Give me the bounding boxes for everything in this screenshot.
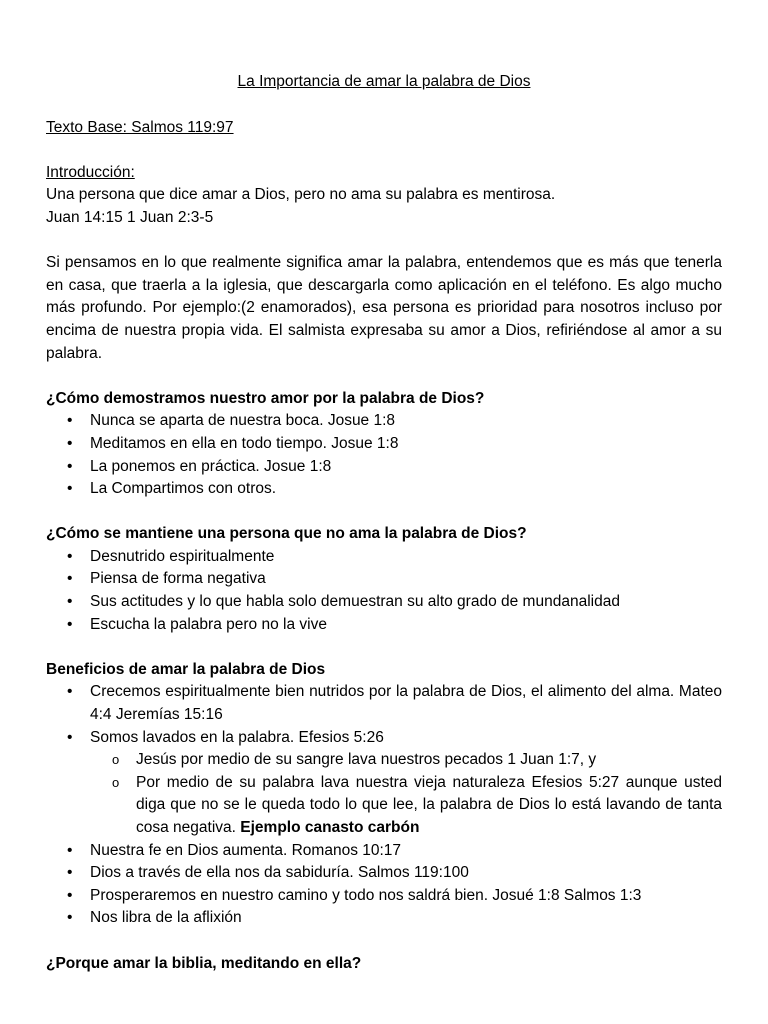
list-item: • Piensa de forma negativa xyxy=(46,568,722,591)
list-item: • Desnutrido espiritualmente xyxy=(46,546,722,569)
bullet-icon: • xyxy=(67,615,73,633)
bullet-icon: • xyxy=(67,909,73,927)
bullet-icon: • xyxy=(67,841,73,859)
bullet-icon: • xyxy=(67,683,73,701)
list-item: • Sus actitudes y lo que habla solo demuestran su alto grado de mundanalidad xyxy=(46,591,722,614)
list-item: • Meditamos en ella en todo tiempo. Josue 1:8 xyxy=(46,433,722,456)
section-1-list xyxy=(46,410,722,500)
bullet-icon: • xyxy=(67,457,73,475)
sub-list-item: o Jesús por medio de su sangre lava nuestros pecados 1 Juan 1:7, y xyxy=(46,749,722,772)
section-2-list xyxy=(46,546,722,636)
bullet-icon: • xyxy=(67,434,73,452)
list-item: • Nunca se aparta de nuestra boca. Josue 1:8 xyxy=(46,410,722,433)
circle-bullet-icon: o xyxy=(112,752,120,768)
bullet-icon: • xyxy=(67,547,73,565)
list-item: • Prosperaremos en nuestro camino y todo nos saldrá bien. Josué 1:8 Salmos 1:3 xyxy=(46,885,722,908)
closing-question: ¿Porque amar la biblia, meditando en ella? xyxy=(46,954,362,972)
intro-line-1: Una persona que dice amar a Dios, pero no ama su palabra es mentirosa. xyxy=(46,186,556,204)
texto-base: Texto Base: Salmos 119:97 xyxy=(46,118,234,136)
document-title: La Importancia de amar la palabra de Dios xyxy=(237,73,531,90)
body-paragraph: Si pensamos en lo que realmente significa amar la palabra, entendemos que es más que tenerla en casa, que traerla a la iglesia, que descargarla como aplicación en el teléfono. Es algo mucho más profundo. Por ejemplo:(2 enamorados), esa persona es prioridad para nosotros incluso por encima de nuestra propia vida. El salmista expresaba su amor a Dios, refiriéndose al amor a su palabra. xyxy=(46,254,722,362)
list-item: • La ponemos en práctica. Josue 1:8 xyxy=(46,456,722,479)
bullet-icon: • xyxy=(67,412,73,430)
circle-bullet-icon: o xyxy=(112,774,120,790)
bullet-icon: • xyxy=(67,480,73,498)
bullet-icon: • xyxy=(67,864,73,882)
section-1-heading: ¿Cómo demostramos nuestro amor por la palabra de Dios? xyxy=(46,389,485,407)
intro-heading: Introducción: xyxy=(46,163,135,181)
section-2-heading: ¿Cómo se mantiene una persona que no ama la palabra de Dios? xyxy=(46,525,527,543)
sub-list-item: o Por medio de su palabra lava nuestra vieja naturaleza Efesios 5:27 aunque usted diga que no se le queda todo lo que lee, la palabra de Dios lo está lavando de tanta cosa negativa. Ejemplo canasto carbón xyxy=(112,773,722,836)
bullet-icon: • xyxy=(67,570,73,588)
sub-list xyxy=(46,749,722,839)
section-3-heading: Beneficios de amar la palabra de Dios xyxy=(46,660,326,678)
list-item: • Dios a través de ella nos da sabiduría. Salmos 119:100 xyxy=(46,862,722,885)
intro-line-2: Juan 14:15 1 Juan 2:3-5 xyxy=(46,208,214,226)
bullet-icon: • xyxy=(67,593,73,611)
list-item: • Somos lavados en la palabra. Efesios 5:26 o Jesús por medio de su sangre lava nuestros pecados 1 Juan 1:7, y o Por medio de su palabra lava nuestra vieja naturaleza Efesios 5:27 aunque usted diga que no se le queda todo lo que lee, la palabra de Dios lo está lavando de tanta cosa negativa. Ejemplo canasto carbón xyxy=(46,727,722,840)
section-3-list xyxy=(46,681,722,930)
example-note: Ejemplo canasto carbón xyxy=(240,819,420,836)
bullet-icon: • xyxy=(67,886,73,904)
list-item: • La Compartimos con otros. xyxy=(46,478,722,501)
list-item: • Escucha la palabra pero no la vive xyxy=(46,614,722,637)
bullet-icon: • xyxy=(67,728,73,746)
list-item: • Nos libra de la aflixión xyxy=(46,907,722,930)
list-item: • Nuestra fe en Dios aumenta. Romanos 10:17 xyxy=(46,840,722,863)
list-item: • Crecemos espiritualmente bien nutridos por la palabra de Dios, el alimento del alma. Mateo 4:4 Jeremías 15:16 xyxy=(67,683,722,724)
